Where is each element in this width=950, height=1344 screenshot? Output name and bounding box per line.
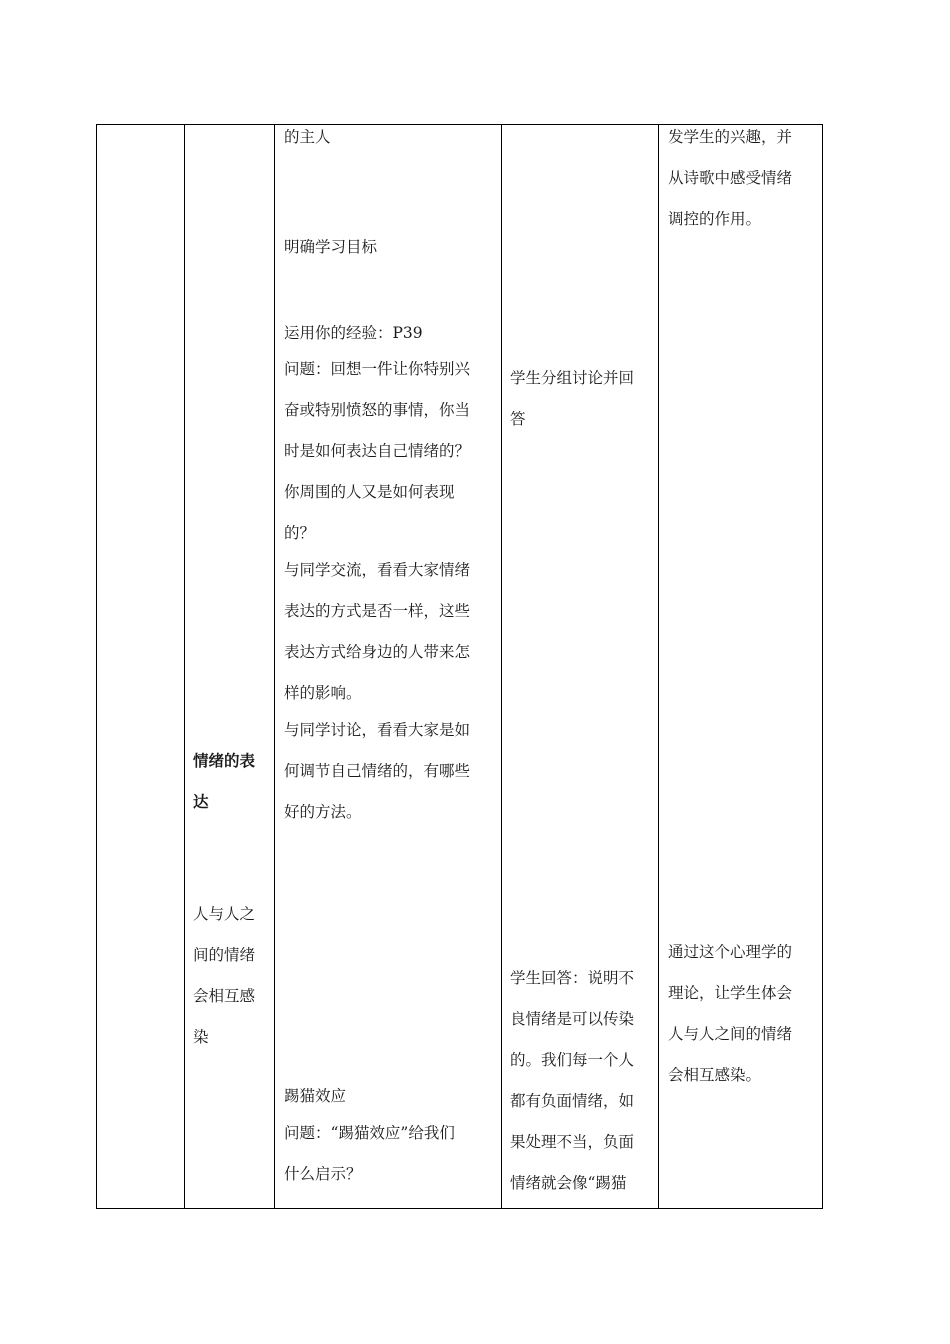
- subtopic-text: 染: [193, 1028, 209, 1046]
- design-intent-text: 从诗歌中感受情绪: [668, 169, 793, 187]
- column-divider: [274, 125, 275, 1208]
- student-activity-text: 学生分组讨论并回: [510, 369, 635, 387]
- student-activity-text: 的。我们每一个人: [510, 1051, 635, 1069]
- activity-text: 与同学交流，看看大家情绪: [284, 561, 471, 579]
- design-intent-text: 人与人之间的情绪: [668, 1025, 793, 1043]
- section-heading: 情绪的表: [193, 751, 256, 770]
- activity-text: 你周围的人又是如何表现: [284, 483, 455, 501]
- design-intent-text: 通过这个心理学的: [668, 943, 793, 961]
- student-activity-text: 果处理不当，负面: [510, 1133, 635, 1151]
- activity-text: 何调节自己情绪的，有哪些: [284, 762, 471, 780]
- section-heading: 达: [193, 792, 209, 811]
- student-activity-text: 良情绪是可以传染: [510, 1010, 635, 1028]
- column-divider: [184, 125, 185, 1208]
- column-divider: [501, 125, 502, 1208]
- activity-text: 表达的方式是否一样，这些: [284, 602, 471, 620]
- student-activity-text: 都有负面情绪，如: [510, 1092, 635, 1110]
- activity-text: 踢猫效应: [284, 1087, 347, 1105]
- design-intent-text: 会相互感染。: [668, 1066, 762, 1084]
- design-intent-text: 发学生的兴趣，并: [668, 128, 793, 146]
- design-intent-text: 调控的作用。: [668, 210, 762, 228]
- column-divider: [658, 125, 659, 1208]
- subtopic-text: 人与人之: [193, 905, 256, 923]
- activity-text: 时是如何表达自己情绪的？: [284, 442, 471, 460]
- activity-text: 明确学习目标: [284, 238, 378, 256]
- student-activity-text: 答: [510, 410, 526, 428]
- activity-text: 样的影响。: [284, 684, 362, 702]
- activity-text: 表达方式给身边的人带来怎: [284, 643, 471, 661]
- subtopic-text: 会相互感: [193, 987, 256, 1005]
- activity-text: 的主人: [284, 128, 331, 146]
- activity-text: 问题：回想一件让你特别兴: [284, 360, 471, 378]
- subtopic-text: 间的情绪: [193, 946, 256, 964]
- student-activity-text: 学生回答：说明不: [510, 969, 635, 987]
- activity-text: 问题：“踢猫效应”给我们: [284, 1124, 455, 1142]
- activity-text: 与同学讨论，看看大家是如: [284, 721, 471, 739]
- activity-text: 什么启示？: [284, 1165, 362, 1183]
- student-activity-text: 情绪就会像“踢猫: [510, 1174, 627, 1192]
- activity-text: 的？: [284, 524, 316, 542]
- activity-text: 奋或特别愤怒的事情，你当: [284, 401, 471, 419]
- design-intent-text: 理论，让学生体会: [668, 984, 793, 1002]
- activity-text: 好的方法。: [284, 803, 362, 821]
- activity-text: 运用你的经验：P39: [284, 324, 423, 342]
